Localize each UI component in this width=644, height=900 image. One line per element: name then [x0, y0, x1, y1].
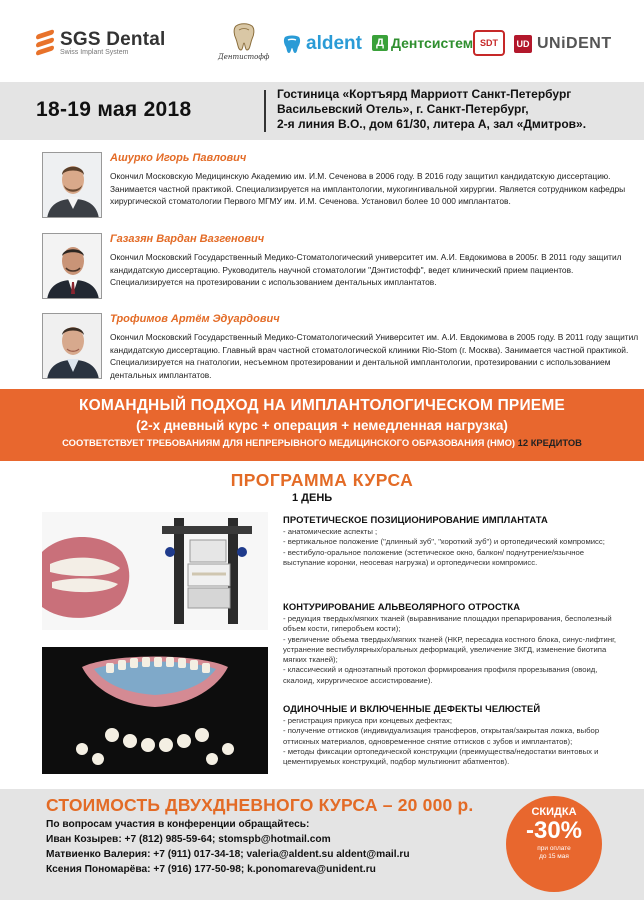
section-line: - анатомические аспекты ;: [283, 527, 378, 536]
program-title: ПРОГРАММА КУРСА: [230, 470, 414, 490]
discount-value: -30%: [525, 817, 583, 844]
section-title: ОДИНОЧНЫЕ И ВКЛЮЧЕННЫЕ ДЕФЕКТЫ ЧЕЛЮСТЕЙ: [283, 703, 541, 714]
event-venue: [277, 87, 637, 132]
section-body: [283, 527, 623, 568]
sdt-logo: SDT: [473, 30, 505, 56]
dentsystem-logo: [372, 35, 473, 51]
venue-line: Гостиница «Кортъярд Марриотт Санкт-Петербург: [277, 87, 572, 101]
section-title: КОНТУРИРОВАНИЕ АЛЬВЕОЛЯРНОГО ОТРОСТКА: [283, 601, 521, 612]
aldent-tooth-icon: [282, 34, 302, 54]
course-subtitle: (2-х дневный курс + операция + немедленная нагрузка): [136, 418, 508, 433]
dentistoff-logo: [218, 22, 269, 61]
date-divider: [264, 90, 266, 132]
section-body: [283, 716, 623, 767]
speaker-bio: Окончил Московскую Медицинскую Академию им. И.М. Сеченова в 2006 году. В 2016 году защитил кандидатскую диссертацию. Занимается частной практикой. Специализируется на имплантологии, мукогингивальной хирургии. Является сотрудником кафедры хирургической стоматологии Первого МГМУ им. И.М. Сеченова. Установил более 10 000 имплантатов.: [110, 171, 626, 206]
section-line: - вестибуло-оральное положение (эстетическое окно, балкон/ поднутрение/язычное выступание коронки, неосевая нагрузка) и ортопедически компромисс.: [283, 547, 584, 567]
sgs-logo-subtitle: Swiss Implant System: [60, 49, 129, 56]
course-banner: [0, 389, 644, 461]
program-section: [283, 601, 623, 686]
contact-line: Иван Козырев: +7 (812) 985-59-64; stomspb@hotmail.com: [46, 834, 331, 845]
speaker-name: Трофимов Артём Эдуардович: [110, 313, 280, 325]
section-line: - вертикальное положение ("длинный зуб", "короткий зуб") и ортопедический компромисс;: [283, 537, 605, 547]
discount-title: СКИДКА: [531, 806, 577, 818]
course-title: КОМАНДНЫЙ ПОДХОД НА ИМПЛАНТОЛОГИЧЕСКОМ ПРИЕМЕ: [79, 397, 565, 414]
discount-note: [506, 845, 602, 861]
section-line: - редукция твердых/мягких тканей (выравнивание площадки препарирования, бесполезный объем кости, гиперобъем кости);: [283, 614, 612, 634]
unident-logo: [514, 35, 612, 53]
discount-note-line: до 15 мая: [539, 853, 569, 860]
section-line: - классический и одноэтапный протокол формирования профиля прорезывания (овоид, скалоид, хирургическое ассистирование).: [283, 665, 598, 685]
dentistoff-logo-name: Дентистофф: [218, 53, 270, 61]
speaker-photo: [42, 152, 102, 218]
unident-logo-name: UNiDENT: [537, 35, 612, 52]
section-line: - получение оттисков (индивидуализация трансферов, открытая/закрытая ложка, выбор оттискных материалов, одновременное снятие оттисков с зубов и имплантатов);: [283, 726, 600, 746]
speaker-name: Газазян Вардан Вазгенович: [110, 233, 265, 245]
dentsystem-logo-name: Дентсистем: [391, 35, 474, 51]
venue-line: 2-я линия В.О., дом 61/30, литера А, зал «Дмитров».: [277, 117, 587, 131]
dental-articulator-photo: [42, 512, 268, 630]
contact-line: Ксения Пономарёва: +7 (916) 177-50-98; k.ponomareva@unident.ru: [46, 864, 376, 875]
speaker-bio: Окончил Московский Государственный Медико-Стоматологический университет им. А.И. Евдокимова в 2005г. В 2011 году защитил кандидатскую диссертацию. Руководитель научной стоматологии "Дэнтистофф", ведет клинический прием пациентов. Специализируется на протезировании с использованием дентальных имплантатов.: [110, 252, 622, 287]
course-price: СТОИМОСТЬ ДВУХДНЕВНОГО КУРСА – 20 000 р.: [46, 795, 474, 815]
sgs-logo-name: SGS Dental: [60, 29, 166, 50]
nmo-statement: [0, 437, 644, 448]
tooth-icon: [231, 22, 257, 52]
program-day: 1 ДЕНЬ: [292, 492, 333, 504]
contacts-lead: По вопросам участия в конференции обращайтесь:: [46, 819, 310, 830]
logo-strip: [0, 0, 644, 82]
aldent-logo: [282, 33, 362, 55]
program-section: [283, 703, 623, 767]
date-venue-bar: [0, 82, 644, 140]
section-line: - увеличение объема твердых/мягких тканей (НКР, пересадка костного блока, синус-лифтинг, устранение вестибулярных/оральных деформаций, увеличение ЗКГД, изменение биотипа мягких тканей);: [283, 634, 617, 665]
venue-line: Васильевский Отель», г. Санкт-Петербург,: [277, 102, 529, 116]
discount-badge: [506, 796, 602, 892]
implant-prosthesis-photo: [42, 647, 268, 774]
program-section: [283, 514, 623, 568]
nmo-text: СООТВЕТСТВУЕТ ТРЕБОВАНИЯМ ДЛЯ НЕПРЕРЫВНОГО МЕДИЦИНСКОГО ОБРАЗОВАНИЯ (НМО): [62, 437, 516, 448]
discount-note-line: при оплате: [537, 845, 571, 852]
section-title: ПРОТЕТИЧЕСКОЕ ПОЗИЦИОНИРОВАНИЕ ИМПЛАНТАТА: [283, 514, 548, 525]
section-line: - регистрация прикуса при концевых дефектах;: [283, 716, 452, 725]
nmo-credits: 12 КРЕДИТОВ: [517, 437, 582, 448]
sgs-swoosh-icon: [36, 30, 54, 56]
speaker-photo: [42, 313, 102, 379]
dentsystem-mark-icon: Д: [372, 35, 388, 51]
event-date: 18-19 мая 2018: [36, 98, 192, 121]
sgs-dental-logo: [36, 30, 165, 56]
section-line: - методы фиксации ортопедической конструкции (преимущества/недостатки винтовых и цементируемых конструкций, подбор мультиюнит абатментов).: [283, 746, 599, 767]
aldent-logo-name: aldent: [306, 33, 362, 54]
contact-line: Матвиенко Валерия: +7 (911) 017-34-18; valeria@aldent.su aldent@mail.ru: [46, 849, 410, 860]
speaker-name: Ашурко Игорь Павлович: [110, 152, 247, 164]
unident-mark-icon: UD: [514, 35, 532, 53]
speaker-bio: Окончил Московский Государственный Медико-Стоматологический Университет им. А.И. Евдокимова в 2005 году. В 2011 году защитил кандидатскую диссертацию. Главный врач частной стоматологической клиники Rio-Stom (г. Москва). Занимается частной практикой. Специализируется на гнатологии, несъемном протезировании и дентальной имплантологии, протезировании с использованием дентальных имплантатов.: [110, 332, 639, 380]
section-body: [283, 614, 623, 686]
speaker-photo: [42, 233, 102, 299]
